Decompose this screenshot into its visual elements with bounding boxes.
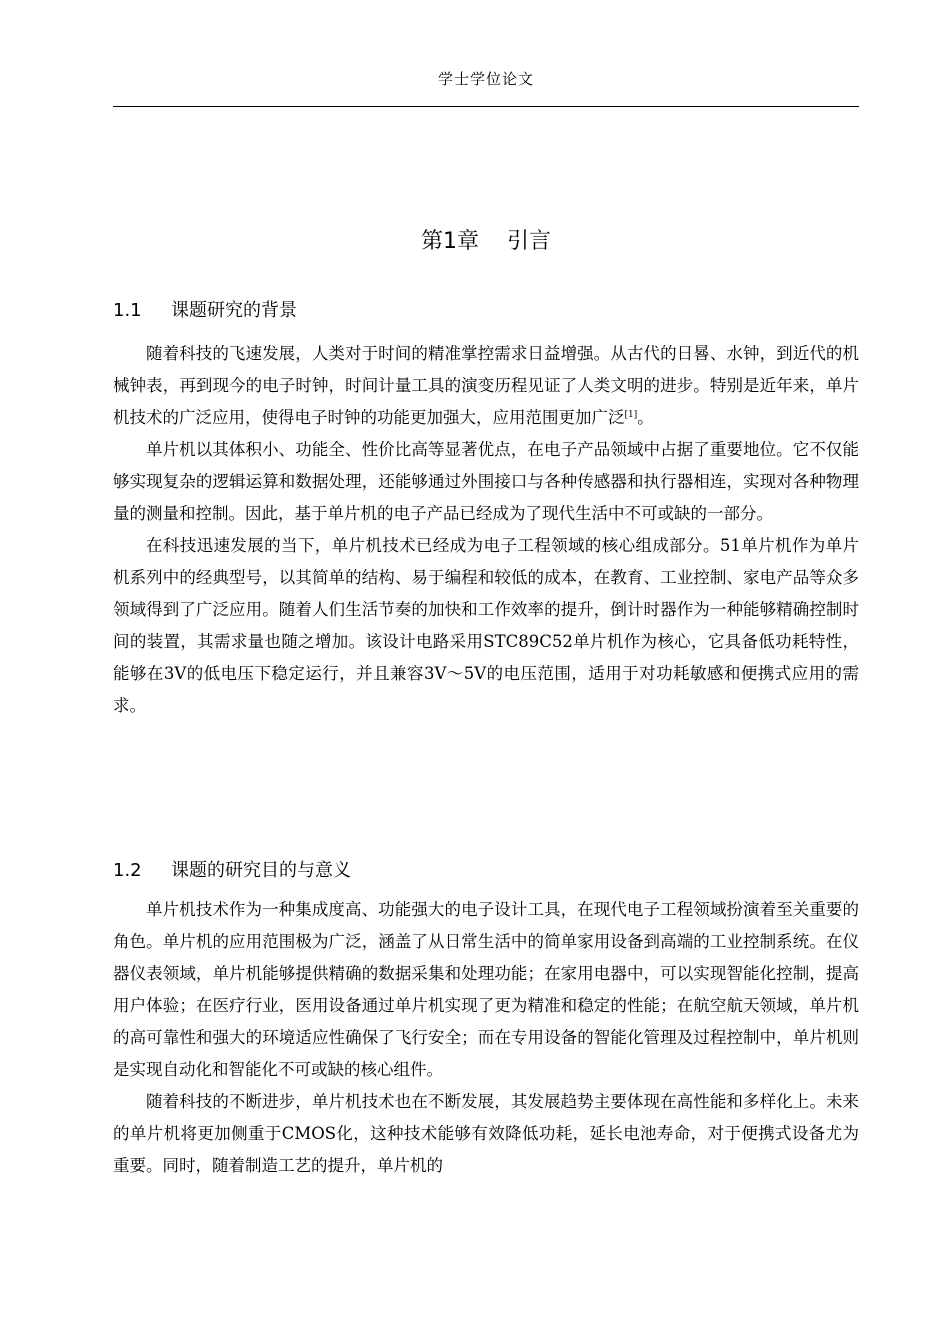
section-1-1-body: [113, 338, 859, 722]
section-number: 1.2: [113, 860, 142, 881]
paragraph: 单片机以其体积小、功能全、性价比高等显著优点，在电子产品领域中占据了重要地位。它不仅能够实现复杂的逻辑运算和数据处理，还能够通过外围接口与各种传感器和执行器相连，实现对各种物理量的测量和控制。因此，基于单片机的电子产品已经成为了现代生活中不可或缺的一部分。: [113, 440, 859, 523]
chapter-name: 引言: [506, 229, 551, 254]
citation: [1]: [624, 410, 638, 420]
section-heading-1-1: [113, 296, 297, 322]
section-title: 课题研究的背景: [171, 300, 297, 321]
chapter-title: [113, 224, 859, 255]
paragraph: 在科技迅速发展的当下，单片机技术已经成为电子工程领域的核心组成部分。51单片机作为单片机系列中的经典型号，以其简单的结构、易于编程和较低的成本，在教育、工业控制、家电产品等众多领域得到了广泛应用。随着人们生活节奏的加快和工作效率的提升，倒计时器作为一种能够精确控制时间的装置，其需求量也随之增加。该设计电路采用STC89C52单片机作为核心，它具备低功耗特性，能够在3V的低电压下稳定运行，并且兼容3V～5V的电压范围，适用于对功耗敏感和便携式应用的需求。: [113, 536, 859, 715]
page-header: 学士学位论文: [437, 70, 534, 88]
paragraph: 随着科技的不断进步，单片机技术也在不断发展，其发展趋势主要体现在高性能和多样化上。未来的单片机将更加侧重于CMOS化，这种技术能够有效降低功耗，延长电池寿命，对于便携式设备尤为重要。同时，随着制造工艺的提升，单片机的: [113, 1092, 859, 1175]
paragraph-tail: 。: [637, 408, 654, 427]
section-number: 1.1: [113, 300, 142, 321]
section-title: 课题的研究目的与意义: [171, 860, 351, 881]
section-heading-1-2: [113, 856, 351, 882]
paragraph: [113, 338, 859, 434]
paragraph: 单片机技术作为一种集成度高、功能强大的电子设计工具，在现代电子工程领域扮演着至关重要的角色。单片机的应用范围极为广泛，涵盖了从日常生活中的简单家用设备到高端的工业控制系统。在仪器仪表领域，单片机能够提供精确的数据采集和处理功能；在家用电器中，可以实现智能化控制，提高用户体验；在医疗行业，医用设备通过单片机实现了更为精准和稳定的性能；在航空航天领域，单片机的高可靠性和强大的环境适应性确保了飞行安全；而在专用设备的智能化管理及过程控制中，单片机则是实现自动化和智能化不可或缺的核心组件。: [113, 900, 859, 1079]
paragraph-text: 随着科技的飞速发展，人类对于时间的精准掌控需求日益增强。从古代的日晷、水钟，到近代的机械钟表，再到现今的电子时钟，时间计量工具的演变历程见证了人类文明的进步。特别是近年来，单片机技术的广泛应用，使得电子时钟的功能更加强大，应用范围更加广泛: [113, 344, 859, 427]
chapter-number: 第1章: [420, 229, 479, 254]
header-rule: [113, 106, 859, 107]
section-1-2-body: [113, 894, 859, 1182]
